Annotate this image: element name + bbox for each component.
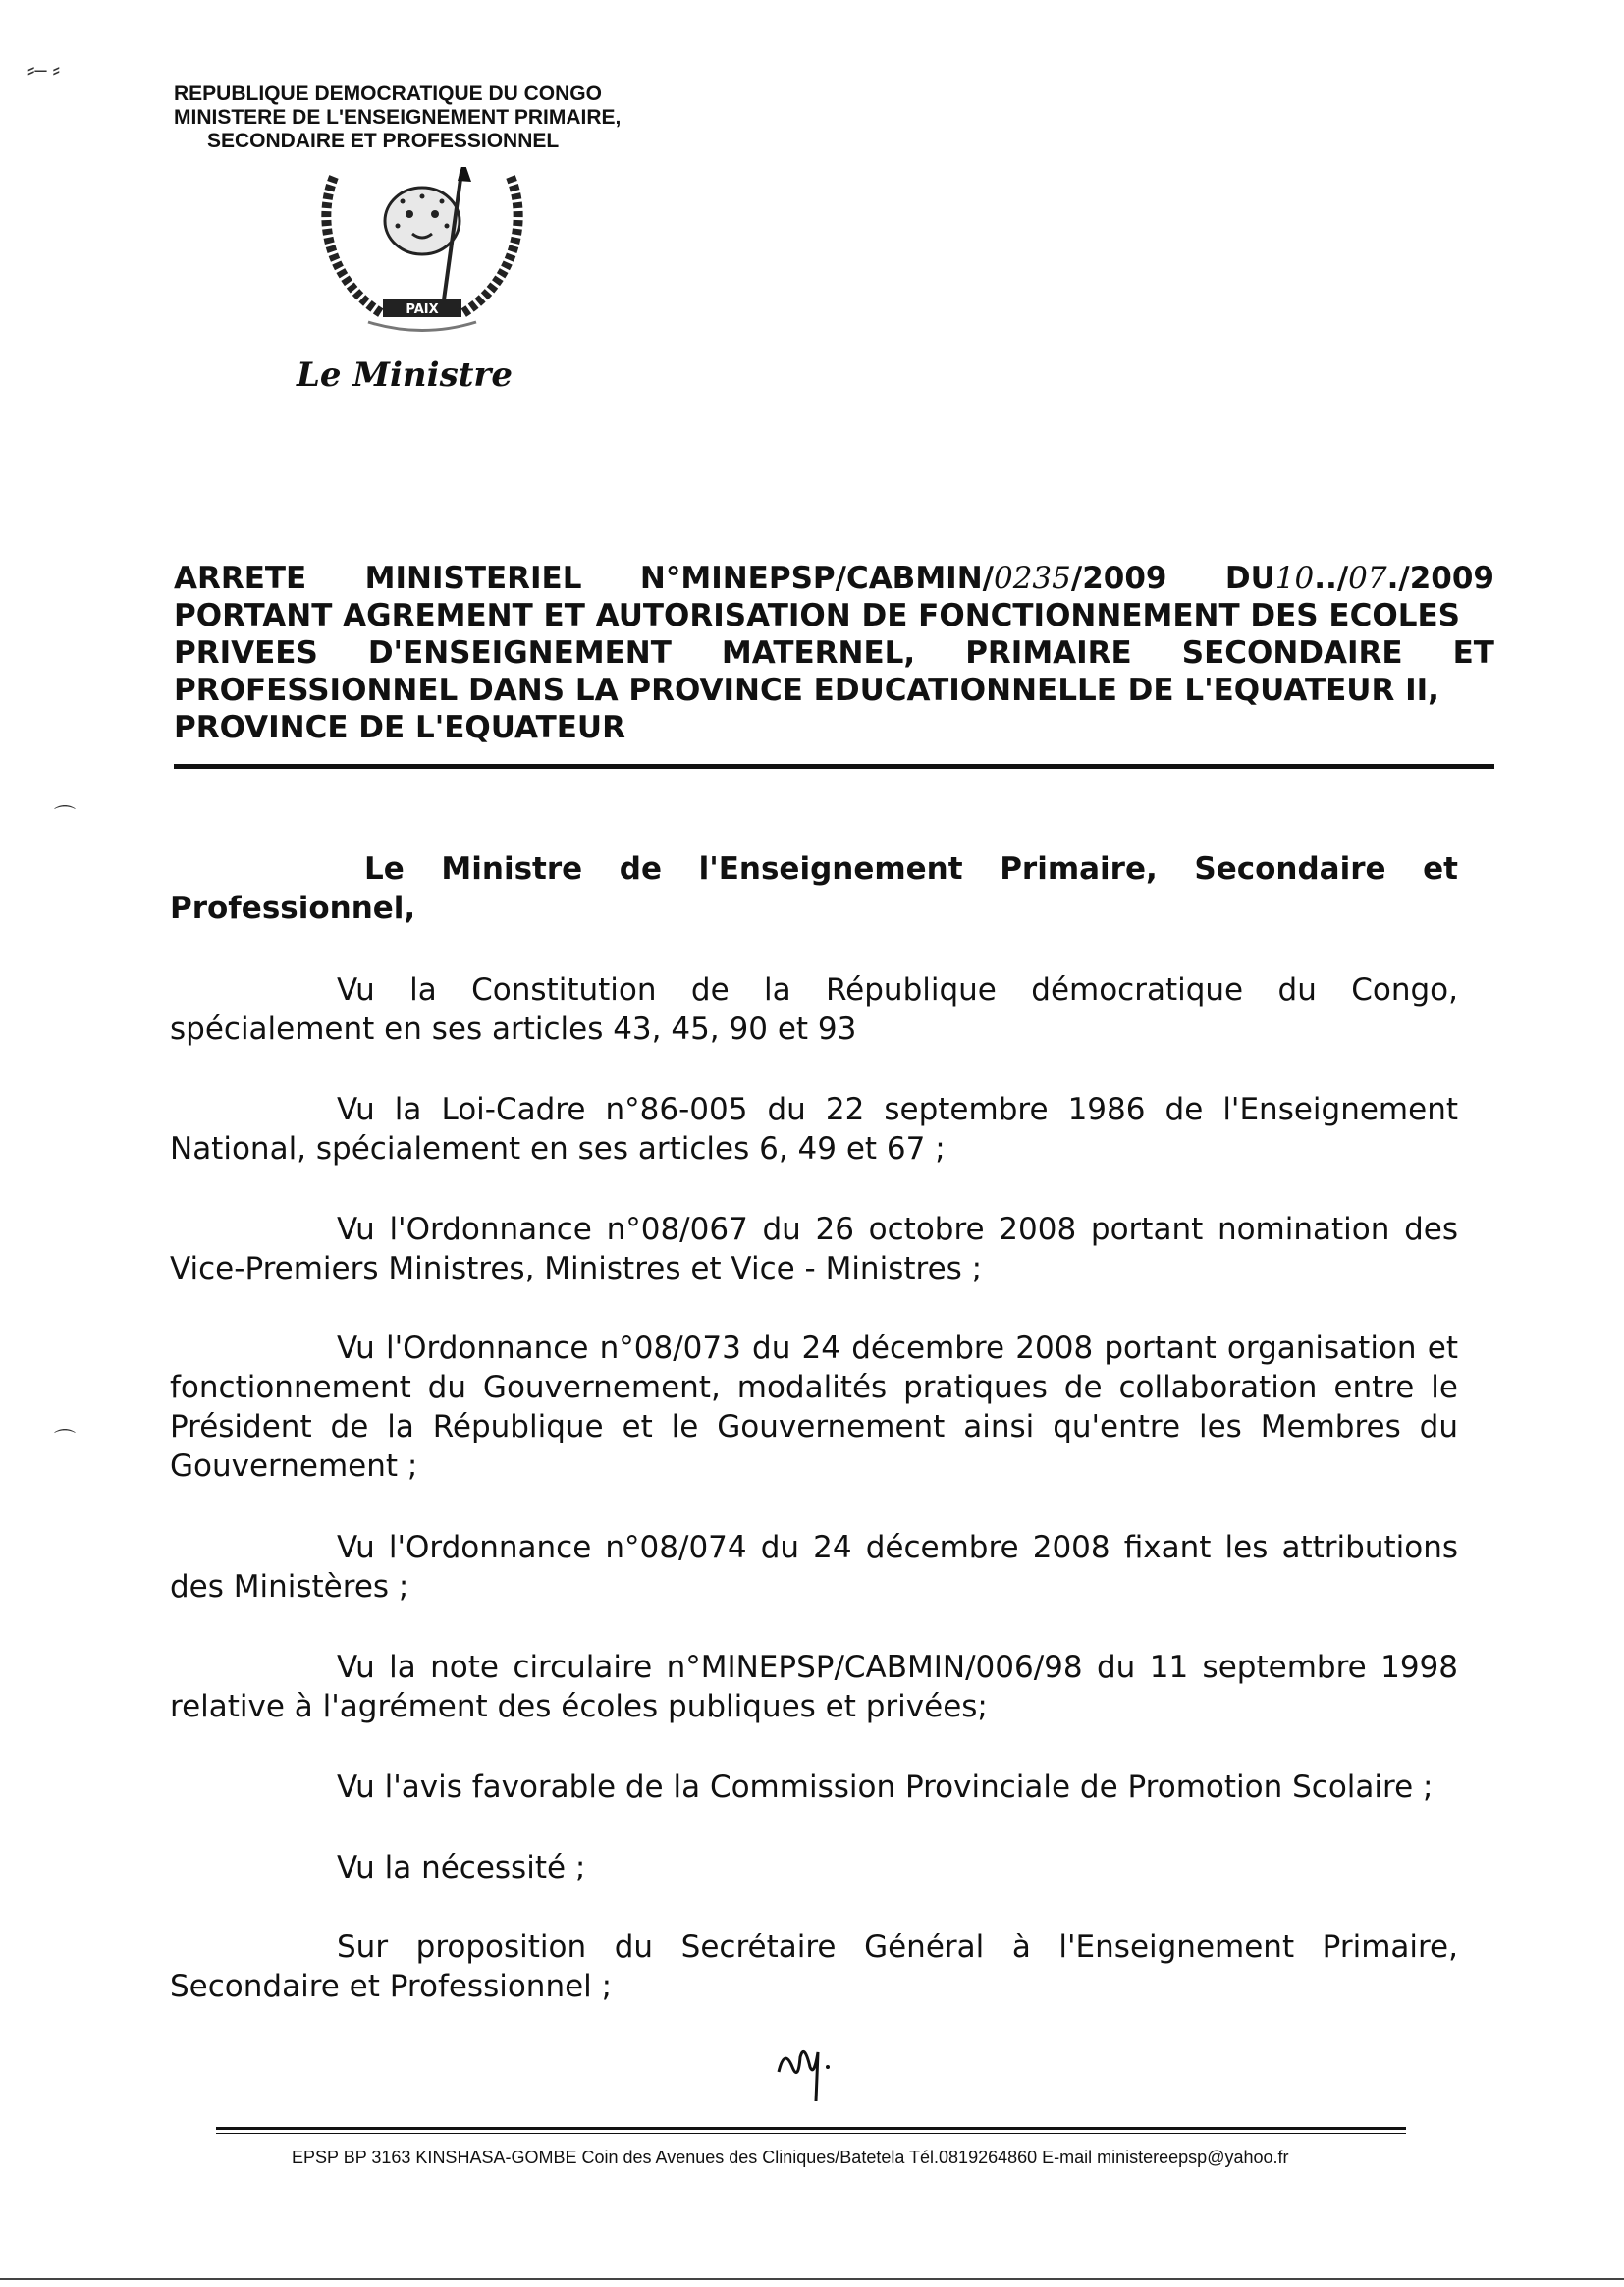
decree-date: DU10../07./2009 (1224, 561, 1494, 596)
scan-mark: ⌒ (54, 804, 77, 829)
handwritten-day: 10 (1274, 561, 1315, 596)
emblem-banner: PAIX (406, 302, 439, 317)
handwritten-number: 0235 (993, 561, 1071, 596)
title-line-3: PRIVEES D'ENSEIGNEMENT MATERNEL, PRIMAIRE SECONDAIRE ET (174, 635, 1494, 671)
title-line-2: PORTANT AGREMENT ET AUTORISATION DE FONCTIONNEMENT DES ECOLES (174, 598, 1460, 633)
whereas-loi-cadre: Vu la Loi-Cadre n°86-005 du 22 septembre 1986 de l'Enseignement National, spécialement en ses articles 6, 49 et 67 ; (170, 1092, 1458, 1167)
footer-rule-thin (216, 2133, 1406, 2134)
initials-signature (771, 2028, 849, 2106)
scan-mark: ⌒ (54, 1428, 77, 1452)
letterhead-country: REPUBLIQUE DEMOCRATIQUE DU CONGO (174, 82, 602, 105)
title-line-4: PROFESSIONNEL DANS LA PROVINCE EDUCATIONNELLE DE L'EQUATEUR II, (174, 673, 1439, 708)
handwritten-month: 07 (1348, 561, 1387, 596)
coat-of-arms-icon (314, 167, 530, 334)
proposition-paragraph: Sur proposition du Secrétaire Général à l'Enseignement Primaire, Secondaire et Professionnel ; (170, 1930, 1458, 2004)
title-line-5: PROVINCE DE L'EQUATEUR (174, 710, 625, 745)
title-word: MINISTERIEL (364, 561, 582, 596)
whereas-ordonnance-073: Vu l'Ordonnance n°08/073 du 24 décembre 2008 portant organisation et fonctionnement du Gouvernement, modalités pratiques de collaboration entre le Président de la République et le Gouvernement ainsi qu'entre les Membres du Gouvernement ; (170, 1331, 1458, 1484)
footer-address: EPSP BP 3163 KINSHASA-GOMBE Coin des Avenues des Cliniques/Batetela Tél.0819264860 E-mail ministereepsp@yahoo.fr (292, 2148, 1289, 2167)
decree-number: N°MINEPSP/CABMIN/0235/2009 (639, 561, 1167, 596)
letterhead-ministry: MINISTERE DE L'ENSEIGNEMENT PRIMAIRE, (174, 106, 622, 129)
scan-mark: ⸗‒ ⸗ (27, 57, 60, 82)
title-line-1 (174, 560, 1494, 597)
whereas-ordonnance-067: Vu l'Ordonnance n°08/067 du 26 octobre 2008 portant nomination des Vice-Premiers Ministres, Ministres et Vice - Ministres ; (170, 1212, 1458, 1286)
whereas-necessite: Vu la nécessité ; (337, 1850, 586, 1885)
whereas-ordonnance-074: Vu l'Ordonnance n°08/074 du 24 décembre 2008 fixant les attributions des Ministères ; (170, 1530, 1458, 1605)
whereas-avis: Vu l'avis favorable de la Commission Provinciale de Promotion Scolaire ; (337, 1770, 1434, 1805)
whereas-note-circulaire: Vu la note circulaire n°MINEPSP/CABMIN/006/98 du 11 septembre 1998 relative à l'agrément des écoles publiques et privées; (170, 1650, 1458, 1724)
title-underline (174, 764, 1494, 769)
minister-label: Le Ministre (297, 355, 513, 395)
decree-title (174, 560, 1494, 746)
letterhead-ministry-cont: SECONDAIRE ET PROFESSIONNEL (207, 130, 560, 152)
letterhead (174, 82, 621, 153)
whereas-constitution: Vu la Constitution de la République démocratique du Congo, spécialement en ses articles 43, 45, 90 et 93 (170, 972, 1458, 1047)
title-word: ARRETE (174, 561, 307, 596)
page-bottom-edge (0, 2278, 1624, 2280)
footer-rule (216, 2127, 1406, 2130)
intro-paragraph: Le Ministre de l'Enseignement Primaire, Secondaire et Professionnel, (170, 851, 1458, 926)
